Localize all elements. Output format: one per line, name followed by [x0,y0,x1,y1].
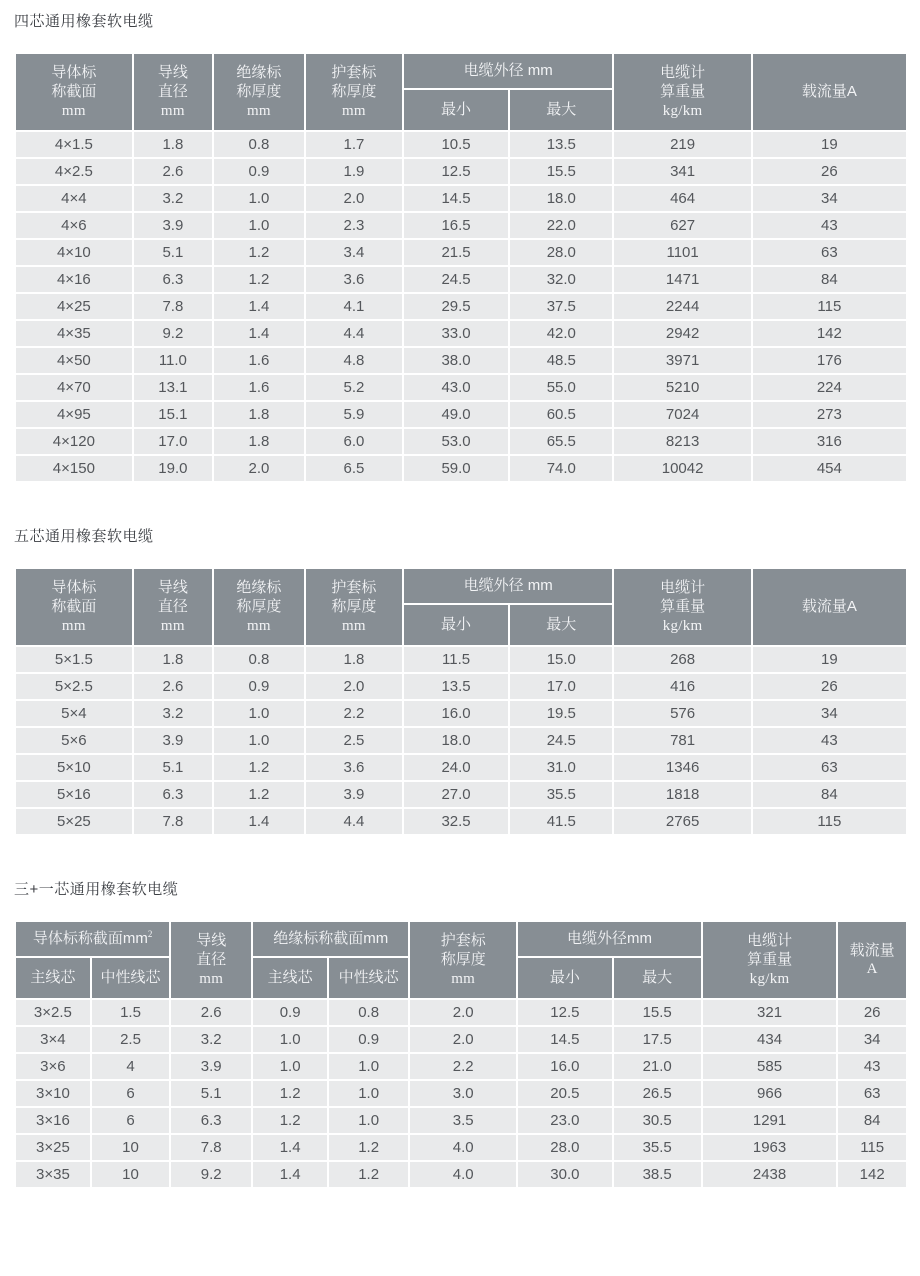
table-cell: 16.0 [517,1053,612,1080]
table-cell: 321 [702,999,838,1026]
table-cell: 1.0 [213,700,305,727]
table-cell: 3×10 [15,1080,91,1107]
table-cell: 1.0 [328,1053,409,1080]
table-cell: 1.2 [328,1134,409,1161]
table-cell: 1.0 [213,212,305,239]
subheader-cell: 最大 [509,89,613,131]
table-cell: 2.0 [409,999,517,1026]
table-cell: 115 [752,293,907,320]
table-cell: 2244 [613,293,751,320]
table-row [15,1161,907,1188]
col-wire-diameter: 导线 直径 mm [170,921,252,999]
subheader-cell: 最大 [613,957,702,999]
table-cell: 2.0 [409,1026,517,1053]
table-cell: 5.1 [133,239,213,266]
table-cell: 3.9 [170,1053,252,1080]
table-cell: 10 [91,1161,170,1188]
table-cell: 26 [837,999,907,1026]
table-cell: 32.5 [403,808,509,835]
table-cell: 32.0 [509,266,613,293]
table-cell: 17.0 [133,428,213,455]
table-cell: 5×4 [15,700,133,727]
subheader-cell: 最小 [403,604,509,646]
table-row [15,239,907,266]
col-wire-diameter: 导线 直径 mm [133,53,213,131]
table-cell: 0.9 [252,999,328,1026]
table-row [15,673,907,700]
table-cell: 4×10 [15,239,133,266]
table-cell: 273 [752,401,907,428]
table-cell: 14.5 [403,185,509,212]
table-cell: 1.4 [213,320,305,347]
table-cell: 19.5 [509,700,613,727]
table-row [15,455,907,482]
table-cell: 1.0 [252,1053,328,1080]
table-row [15,293,907,320]
table-row [15,727,907,754]
table-row [15,374,907,401]
table-cell: 3×16 [15,1107,91,1134]
table-cell: 55.0 [509,374,613,401]
table-cell: 65.5 [509,428,613,455]
table-row [15,347,907,374]
table-cell: 0.9 [213,158,305,185]
table-cell: 74.0 [509,455,613,482]
table-cell: 6.5 [305,455,403,482]
table-cell: 1101 [613,239,751,266]
table-cell: 1.4 [213,293,305,320]
table-cell: 30.5 [613,1107,702,1134]
table-cell: 42.0 [509,320,613,347]
table-row [15,1053,907,1080]
table-cell: 4×1.5 [15,131,133,158]
table-cell: 2765 [613,808,751,835]
table-row [15,1134,907,1161]
subheader-cell: 中性线芯 [328,957,409,999]
col-cable-weight: 电缆计 算重量 kg/km [702,921,838,999]
table-cell: 1.2 [252,1107,328,1134]
table-cell: 1.8 [133,646,213,673]
table-cell: 219 [613,131,751,158]
table-cell: 4.8 [305,347,403,374]
table-cell: 84 [752,781,907,808]
table-cell: 17.0 [509,673,613,700]
table-cell: 3×35 [15,1161,91,1188]
table-cell: 15.5 [613,999,702,1026]
table-cell: 0.9 [213,673,305,700]
table-cell: 5×10 [15,754,133,781]
table-cell: 1.2 [213,239,305,266]
table-cell: 1.2 [252,1080,328,1107]
table-cell: 1.5 [91,999,170,1026]
table-cell: 5.2 [305,374,403,401]
table-cell: 9.2 [133,320,213,347]
table-cell: 6 [91,1107,170,1134]
table-cell: 43 [837,1053,907,1080]
section-title-four-core: 四芯通用橡套软电缆 [14,13,154,30]
table-cell: 627 [613,212,751,239]
group-cable-outer-diameter: 电缆外径 mm [403,53,614,89]
table-cell: 15.5 [509,158,613,185]
table-cell: 63 [752,754,907,781]
table-row [15,999,907,1026]
table-cell: 84 [837,1107,907,1134]
table-cell: 2.3 [305,212,403,239]
table-cell: 19 [752,131,907,158]
spec-table-2 [14,567,908,836]
group-cable-outer-diameter: 电缆外径mm [517,921,702,957]
table-cell: 1.2 [213,754,305,781]
table-cell: 115 [837,1134,907,1161]
table-cell: 2438 [702,1161,838,1188]
table-cell: 142 [752,320,907,347]
table-cell: 5×6 [15,727,133,754]
table-cell: 5.1 [133,754,213,781]
table-cell: 60.5 [509,401,613,428]
table-row [15,646,907,673]
table-cell: 3.2 [170,1026,252,1053]
table-cell: 3.6 [305,754,403,781]
table-cell: 1.0 [213,185,305,212]
table-cell: 48.5 [509,347,613,374]
table-cell: 35.5 [613,1134,702,1161]
subheader-cell: 中性线芯 [91,957,170,999]
table-cell: 1.8 [213,428,305,455]
table-cell: 2.6 [170,999,252,1026]
subheader-cell: 主线芯 [252,957,328,999]
table-cell: 1.7 [305,131,403,158]
table-cell: 2942 [613,320,751,347]
table-cell: 1.2 [328,1161,409,1188]
table-cell: 0.8 [213,646,305,673]
table-cell: 12.5 [517,999,612,1026]
table-row [15,401,907,428]
table-cell: 18.0 [509,185,613,212]
table-cell: 19.0 [133,455,213,482]
col-sheath-thickness: 护套标 称厚度 mm [409,921,517,999]
table-cell: 3×6 [15,1053,91,1080]
table-cell: 2.2 [305,700,403,727]
table-cell: 224 [752,374,907,401]
table-cell: 6.3 [133,266,213,293]
table-cell: 13.1 [133,374,213,401]
table-cell: 3.4 [305,239,403,266]
table-cell: 1.6 [213,347,305,374]
table-cell: 966 [702,1080,838,1107]
table-cell: 5.9 [305,401,403,428]
table-cell: 1.8 [133,131,213,158]
col-conductor-section: 导体标 称截面 mm [15,568,133,646]
table-cell: 1346 [613,754,751,781]
group-conductor-section: 导体标称截面$mm^2$ [15,921,170,957]
table-cell: 49.0 [403,401,509,428]
table-row [15,428,907,455]
table-cell: 576 [613,700,751,727]
table-cell: 38.0 [403,347,509,374]
group-insulation-section: 绝缘标称截面mm [252,921,409,957]
table-cell: 176 [752,347,907,374]
table-cell: 16.5 [403,212,509,239]
table-cell: 4.4 [305,808,403,835]
table-row [15,1080,907,1107]
table-cell: 10.5 [403,131,509,158]
table-cell: 18.0 [403,727,509,754]
table-cell: 4×6 [15,212,133,239]
table-cell: 7.8 [170,1134,252,1161]
table-cell: 33.0 [403,320,509,347]
col-insulation-thickness: 绝缘标 称厚度 mm [213,53,305,131]
table-cell: 1.4 [252,1161,328,1188]
table-cell: 454 [752,455,907,482]
table-cell: 4×35 [15,320,133,347]
table-cell: 5×2.5 [15,673,133,700]
table-cell: 20.5 [517,1080,612,1107]
table-cell: 3.0 [409,1080,517,1107]
table-cell: 26 [752,673,907,700]
table-cell: 1.8 [213,401,305,428]
table-cell: 21.5 [403,239,509,266]
table-cell: 84 [752,266,907,293]
table-row [15,266,907,293]
table-cell: 23.0 [517,1107,612,1134]
table-cell: 9.2 [170,1161,252,1188]
table-cell: 142 [837,1161,907,1188]
table-cell: 8213 [613,428,751,455]
table-cell: 27.0 [403,781,509,808]
table-cell: 31.0 [509,754,613,781]
table-cell: 115 [752,808,907,835]
col-wire-diameter: 导线 直径 mm [133,568,213,646]
table-cell: 17.5 [613,1026,702,1053]
table-cell: 38.5 [613,1161,702,1188]
table-cell: 21.0 [613,1053,702,1080]
table-cell: 35.5 [509,781,613,808]
table-cell: 13.5 [403,673,509,700]
table-cell: 5×25 [15,808,133,835]
section-title-three-plus-one-core: 三+一芯通用橡套软电缆 [14,881,179,898]
table-cell: 4×4 [15,185,133,212]
table-cell: 5×16 [15,781,133,808]
table-cell: 3971 [613,347,751,374]
table-cell: 28.0 [517,1134,612,1161]
table-row [15,158,907,185]
table-cell: 5210 [613,374,751,401]
table-cell: 7.8 [133,293,213,320]
table-cell: 4×2.5 [15,158,133,185]
table-cell: 53.0 [403,428,509,455]
table-cell: 2.6 [133,673,213,700]
table-cell: 2.0 [213,455,305,482]
table-cell: 34 [752,185,907,212]
table-cell: 43 [752,212,907,239]
table-cell: 1.0 [252,1026,328,1053]
table-cell: 1818 [613,781,751,808]
table-cell: 34 [752,700,907,727]
table-cell: 41.5 [509,808,613,835]
col-cable-weight: 电缆计 算重量 kg/km [613,53,751,131]
table-row [15,1026,907,1053]
table-cell: 59.0 [403,455,509,482]
table-cell: 2.5 [305,727,403,754]
table-cell: 4.4 [305,320,403,347]
table-cell: 10042 [613,455,751,482]
table-cell: 3.2 [133,185,213,212]
section-three-plus-one-core [14,878,908,1189]
table-cell: 3×25 [15,1134,91,1161]
table-cell: 1.4 [252,1134,328,1161]
table-cell: 13.5 [509,131,613,158]
table-cell: 0.8 [328,999,409,1026]
col-insulation-thickness: 绝缘标 称厚度 mm [213,568,305,646]
table-cell: 1.6 [213,374,305,401]
table-cell: 63 [837,1080,907,1107]
table-cell: 464 [613,185,751,212]
table-cell: 1471 [613,266,751,293]
table-cell: 1.2 [213,266,305,293]
table-row [15,808,907,835]
table-cell: 34 [837,1026,907,1053]
table-cell: 2.0 [305,185,403,212]
table-cell: 6.0 [305,428,403,455]
table-row [15,320,907,347]
table-row [15,1107,907,1134]
table-cell: 416 [613,673,751,700]
table-cell: 37.5 [509,293,613,320]
table-cell: 22.0 [509,212,613,239]
table-cell: 4.0 [409,1161,517,1188]
col-sheath-thickness: 护套标 称厚度 mm [305,568,403,646]
table-cell: 1291 [702,1107,838,1134]
table-cell: 6.3 [170,1107,252,1134]
table-cell: 3.5 [409,1107,517,1134]
table-cell: 43.0 [403,374,509,401]
table-cell: 30.0 [517,1161,612,1188]
table-cell: 0.9 [328,1026,409,1053]
table-cell: 15.0 [509,646,613,673]
section-five-core [14,525,908,836]
table-cell: 4×150 [15,455,133,482]
table-cell: 1.0 [328,1107,409,1134]
table-cell: 63 [752,239,907,266]
table-cell: 1.9 [305,158,403,185]
col-cable-weight: 电缆计 算重量 kg/km [613,568,751,646]
group-cable-outer-diameter: 电缆外径 mm [403,568,614,604]
table-cell: 4×16 [15,266,133,293]
table-row [15,131,907,158]
table-cell: 4×95 [15,401,133,428]
table-cell: 15.1 [133,401,213,428]
table-cell: 4.1 [305,293,403,320]
table-cell: 16.0 [403,700,509,727]
section-four-core [14,10,908,483]
subheader-cell: 最大 [509,604,613,646]
table-cell: 434 [702,1026,838,1053]
table-cell: 2.5 [91,1026,170,1053]
table-cell: 29.5 [403,293,509,320]
table-row [15,700,907,727]
table-cell: 6 [91,1080,170,1107]
table-cell: 28.0 [509,239,613,266]
table-cell: 2.0 [305,673,403,700]
table-cell: 26 [752,158,907,185]
table-cell: 341 [613,158,751,185]
table-cell: 1963 [702,1134,838,1161]
table-cell: 11.5 [403,646,509,673]
table-cell: 7024 [613,401,751,428]
table-cell: 12.5 [403,158,509,185]
table-cell: 3.9 [133,212,213,239]
subheader-cell: 最小 [517,957,612,999]
table-cell: 3.2 [133,700,213,727]
table-cell: 781 [613,727,751,754]
table-cell: 1.2 [213,781,305,808]
table-cell: 4 [91,1053,170,1080]
table-cell: 4×25 [15,293,133,320]
col-current-capacity: 载流量A [752,568,907,646]
table-cell: 1.4 [213,808,305,835]
table-cell: 316 [752,428,907,455]
col-sheath-thickness: 护套标 称厚度 mm [305,53,403,131]
table-cell: 1.8 [305,646,403,673]
table-row [15,212,907,239]
table-cell: 3×4 [15,1026,91,1053]
col-current-capacity: 载流量A [752,53,907,131]
table-cell: 24.5 [509,727,613,754]
table-cell: 585 [702,1053,838,1080]
table-cell: 3×2.5 [15,999,91,1026]
subheader-cell: 最小 [403,89,509,131]
table-cell: 24.0 [403,754,509,781]
spec-table-3 [14,920,908,1189]
col-current-capacity: 载流量 A [837,921,907,999]
table-row [15,754,907,781]
table-cell: 3.6 [305,266,403,293]
table-row [15,781,907,808]
table-cell: 2.6 [133,158,213,185]
table-cell: 26.5 [613,1080,702,1107]
table-row [15,185,907,212]
table-cell: 4×70 [15,374,133,401]
table-cell: 4×50 [15,347,133,374]
table-cell: 43 [752,727,907,754]
table-cell: 4.0 [409,1134,517,1161]
table-cell: 10 [91,1134,170,1161]
table-cell: 11.0 [133,347,213,374]
table-cell: 4×120 [15,428,133,455]
col-conductor-section: 导体标 称截面 mm [15,53,133,131]
table-cell: 5×1.5 [15,646,133,673]
table-cell: 1.0 [213,727,305,754]
section-title-five-core: 五芯通用橡套软电缆 [14,528,154,545]
table-cell: 3.9 [305,781,403,808]
table-cell: 14.5 [517,1026,612,1053]
table-cell: 0.8 [213,131,305,158]
table-cell: 6.3 [133,781,213,808]
table-cell: 268 [613,646,751,673]
table-cell: 19 [752,646,907,673]
table-cell: 24.5 [403,266,509,293]
table-cell: 1.0 [328,1080,409,1107]
subheader-cell: 主线芯 [15,957,91,999]
table-cell: 3.9 [133,727,213,754]
table-cell: 7.8 [133,808,213,835]
table-cell: 5.1 [170,1080,252,1107]
table-cell: 2.2 [409,1053,517,1080]
spec-table-1 [14,52,908,483]
